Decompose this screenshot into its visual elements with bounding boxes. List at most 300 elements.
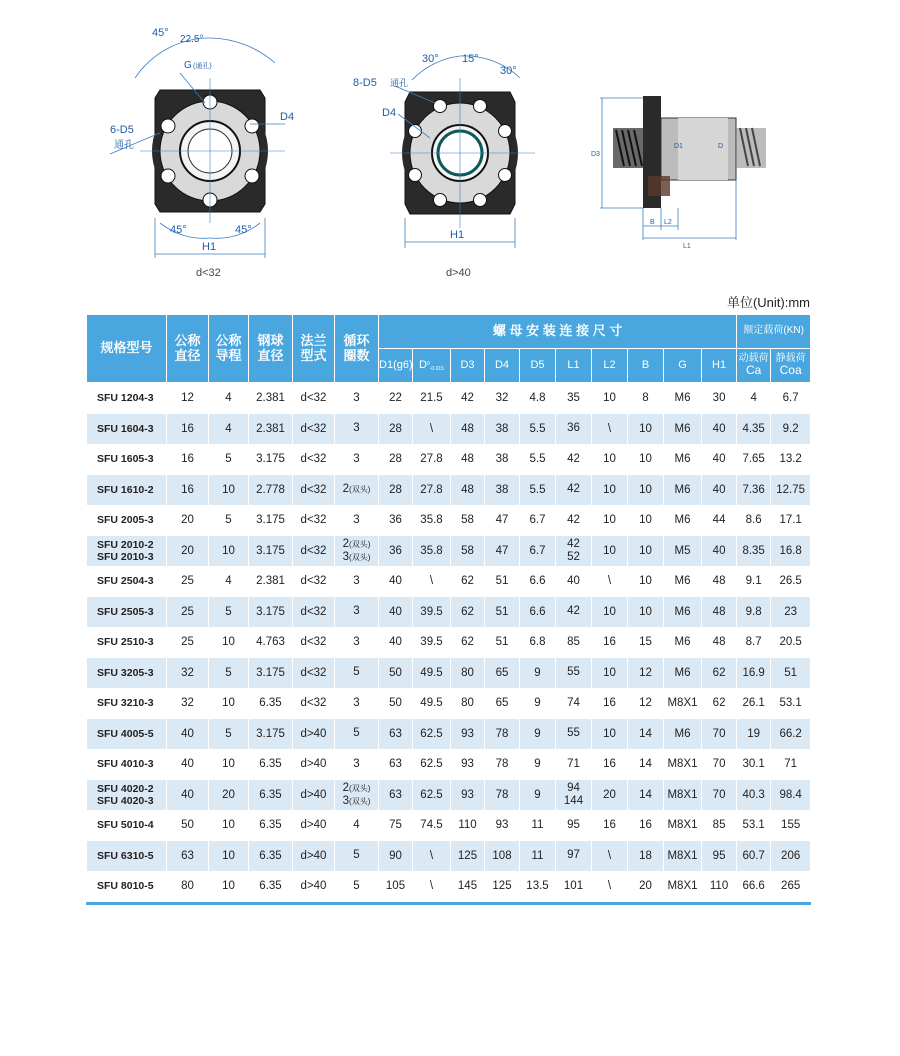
cell-b: 15 bbox=[628, 627, 664, 658]
cell-model: SFU 2010-2 SFU 2010-3 bbox=[87, 536, 167, 567]
cell-d1: 40 bbox=[379, 627, 413, 658]
cell-d: 62.5 bbox=[413, 719, 451, 750]
cell-coa: 6.7 bbox=[771, 383, 811, 414]
cell-g: M6 bbox=[664, 627, 702, 658]
cell-d4: 32 bbox=[485, 383, 520, 414]
cell-d: 49.5 bbox=[413, 658, 451, 689]
table-row bbox=[87, 719, 811, 750]
cell-l1: 71 bbox=[556, 749, 592, 780]
cell-ball: 2.381 bbox=[249, 566, 293, 597]
cell-d: 50 bbox=[167, 810, 209, 841]
cell-flange: d>40 bbox=[293, 719, 335, 750]
cell-h1: 44 bbox=[702, 505, 737, 536]
header-nominal-lead: 公称 导程 bbox=[209, 315, 249, 383]
cell-ca: 26.1 bbox=[737, 688, 771, 719]
cell-model: SFU 2505-3 bbox=[87, 597, 167, 628]
cell-d: 80 bbox=[167, 871, 209, 903]
table-row bbox=[87, 841, 811, 872]
cell-g: M8X1 bbox=[664, 780, 702, 811]
cell-l2: \ bbox=[592, 871, 628, 903]
cell-model: SFU 1610-2 bbox=[87, 475, 167, 506]
cell-ca: 66.6 bbox=[737, 871, 771, 903]
cell-coa: 12.75 bbox=[771, 475, 811, 506]
cell-d5: 9 bbox=[520, 719, 556, 750]
header-h1: H1 bbox=[702, 349, 737, 383]
cell-coa: 13.2 bbox=[771, 444, 811, 475]
cell-ball: 6.35 bbox=[249, 871, 293, 903]
cell-d3: 62 bbox=[451, 627, 485, 658]
cell-d4: 65 bbox=[485, 658, 520, 689]
cell-d: 40 bbox=[167, 780, 209, 811]
cell-ca: 9.1 bbox=[737, 566, 771, 597]
cell-b: 10 bbox=[628, 536, 664, 567]
angle-b-label: 15° bbox=[462, 53, 479, 65]
cell-h1: 48 bbox=[702, 566, 737, 597]
cell-lead: 10 bbox=[209, 871, 249, 903]
cell-h1: 40 bbox=[702, 444, 737, 475]
cell-d1: 50 bbox=[379, 688, 413, 719]
cell-l1: 42 52 bbox=[556, 536, 592, 567]
cell-coa: 265 bbox=[771, 871, 811, 903]
cell-b: 10 bbox=[628, 475, 664, 506]
cell-l2: 16 bbox=[592, 688, 628, 719]
cell-flange: d>40 bbox=[293, 841, 335, 872]
cell-coa: 26.5 bbox=[771, 566, 811, 597]
cell-coa: 20.5 bbox=[771, 627, 811, 658]
cell-lead: 5 bbox=[209, 505, 249, 536]
spec-table bbox=[86, 314, 811, 905]
header-d1: D1(g6) bbox=[379, 349, 413, 383]
cell-flange: d<32 bbox=[293, 444, 335, 475]
flange-drawing-large bbox=[350, 18, 570, 283]
cell-d5: 6.6 bbox=[520, 597, 556, 628]
cell-g: M6 bbox=[664, 658, 702, 689]
cell-h1: 70 bbox=[702, 749, 737, 780]
cell-g: M6 bbox=[664, 383, 702, 414]
cell-ca: 4.35 bbox=[737, 414, 771, 445]
cell-l2: 16 bbox=[592, 627, 628, 658]
cell-model: SFU 1605-3 bbox=[87, 444, 167, 475]
cell-b: 12 bbox=[628, 658, 664, 689]
cell-circuits: 3 bbox=[335, 597, 379, 628]
cell-flange: d<32 bbox=[293, 383, 335, 414]
cell-coa: 71 bbox=[771, 749, 811, 780]
cell-coa: 16.8 bbox=[771, 536, 811, 567]
table-body bbox=[87, 383, 811, 904]
cell-l2: 16 bbox=[592, 810, 628, 841]
nut-side-view bbox=[588, 90, 788, 250]
h1-label: H1 bbox=[202, 241, 217, 253]
cell-h1: 70 bbox=[702, 780, 737, 811]
cell-flange: d<32 bbox=[293, 536, 335, 567]
cell-d5: 11 bbox=[520, 810, 556, 841]
cell-flange: d>40 bbox=[293, 749, 335, 780]
cell-circuits: 3 bbox=[335, 383, 379, 414]
cell-d3: 93 bbox=[451, 780, 485, 811]
cell-l1: 36 bbox=[556, 414, 592, 445]
cell-l2: 10 bbox=[592, 505, 628, 536]
cell-circuits: 4 bbox=[335, 810, 379, 841]
cell-circuits: 3 bbox=[335, 414, 379, 445]
cell-h1: 85 bbox=[702, 810, 737, 841]
cell-d5: 9 bbox=[520, 749, 556, 780]
cell-d1: 105 bbox=[379, 871, 413, 903]
cell-circuits: 2(双头) bbox=[335, 475, 379, 506]
cell-ca: 4 bbox=[737, 383, 771, 414]
cell-b: 10 bbox=[628, 505, 664, 536]
cell-lead: 4 bbox=[209, 414, 249, 445]
table-row bbox=[87, 810, 811, 841]
cell-coa: 23 bbox=[771, 597, 811, 628]
cell-ca: 8.6 bbox=[737, 505, 771, 536]
table-row bbox=[87, 505, 811, 536]
cell-d: 25 bbox=[167, 627, 209, 658]
cell-d4: 38 bbox=[485, 444, 520, 475]
cell-d: 62.5 bbox=[413, 749, 451, 780]
header-b: B bbox=[628, 349, 664, 383]
cell-b: 10 bbox=[628, 444, 664, 475]
cell-b: 20 bbox=[628, 871, 664, 903]
cell-ball: 6.35 bbox=[249, 841, 293, 872]
cell-g: M6 bbox=[664, 597, 702, 628]
cell-d4: 38 bbox=[485, 475, 520, 506]
cell-d5: 4.8 bbox=[520, 383, 556, 414]
cell-ball: 2.778 bbox=[249, 475, 293, 506]
cell-d3: 48 bbox=[451, 444, 485, 475]
cell-l2: \ bbox=[592, 566, 628, 597]
cell-d5: 5.5 bbox=[520, 475, 556, 506]
cell-coa: 53.1 bbox=[771, 688, 811, 719]
cell-flange: d<32 bbox=[293, 475, 335, 506]
cell-lead: 4 bbox=[209, 383, 249, 414]
cell-h1: 70 bbox=[702, 719, 737, 750]
cell-d5: 6.6 bbox=[520, 566, 556, 597]
cell-h1: 62 bbox=[702, 688, 737, 719]
cell-d4: 108 bbox=[485, 841, 520, 872]
l2-label: L2 bbox=[664, 219, 672, 226]
cell-flange: d<32 bbox=[293, 597, 335, 628]
cell-l1: 42 bbox=[556, 444, 592, 475]
cell-d5: 6.8 bbox=[520, 627, 556, 658]
cell-g: M8X1 bbox=[664, 688, 702, 719]
cell-d4: 125 bbox=[485, 871, 520, 903]
cell-d4: 93 bbox=[485, 810, 520, 841]
cell-b: 10 bbox=[628, 414, 664, 445]
cell-g: M8X1 bbox=[664, 749, 702, 780]
cell-g: M6 bbox=[664, 566, 702, 597]
table-row bbox=[87, 597, 811, 628]
cell-g: M8X1 bbox=[664, 871, 702, 903]
header-l2: L2 bbox=[592, 349, 628, 383]
cell-d: 63 bbox=[167, 841, 209, 872]
table-header bbox=[87, 315, 811, 383]
cell-model: SFU 2005-3 bbox=[87, 505, 167, 536]
cell-flange: d>40 bbox=[293, 780, 335, 811]
cell-ball: 3.175 bbox=[249, 536, 293, 567]
cell-d: \ bbox=[413, 841, 451, 872]
cell-d4: 51 bbox=[485, 597, 520, 628]
cell-h1: 62 bbox=[702, 658, 737, 689]
table-row bbox=[87, 414, 811, 445]
cell-g: M6 bbox=[664, 719, 702, 750]
cell-d: \ bbox=[413, 414, 451, 445]
cell-ball: 3.175 bbox=[249, 444, 293, 475]
cell-l1: 97 bbox=[556, 841, 592, 872]
cell-d: 20 bbox=[167, 505, 209, 536]
header-model: 规格型号 bbox=[87, 315, 167, 383]
cell-d: 27.8 bbox=[413, 444, 451, 475]
angle-top-label: 45° bbox=[152, 27, 169, 39]
cell-coa: 66.2 bbox=[771, 719, 811, 750]
cell-l2: 10 bbox=[592, 597, 628, 628]
cell-circuits: 5 bbox=[335, 871, 379, 903]
angle-c-label: 30° bbox=[500, 65, 517, 77]
cell-lead: 10 bbox=[209, 841, 249, 872]
header-d5: D5 bbox=[520, 349, 556, 383]
cell-d: 21.5 bbox=[413, 383, 451, 414]
cell-model: SFU 1204-3 bbox=[87, 383, 167, 414]
table-row bbox=[87, 566, 811, 597]
table-row bbox=[87, 780, 811, 811]
cell-b: 14 bbox=[628, 749, 664, 780]
b-label: B bbox=[650, 219, 655, 226]
cell-circuits: 5 bbox=[335, 841, 379, 872]
technical-drawings bbox=[0, 0, 900, 290]
header-flange-type: 法兰 型式 bbox=[293, 315, 335, 383]
d1-label: D1 bbox=[674, 143, 683, 150]
cell-l1: 35 bbox=[556, 383, 592, 414]
table-row bbox=[87, 749, 811, 780]
cell-d1: 36 bbox=[379, 536, 413, 567]
cell-d4: 78 bbox=[485, 719, 520, 750]
cell-l1: 74 bbox=[556, 688, 592, 719]
cell-circuits: 3 bbox=[335, 627, 379, 658]
cell-flange: d<32 bbox=[293, 414, 335, 445]
cell-lead: 10 bbox=[209, 749, 249, 780]
cell-d4: 51 bbox=[485, 566, 520, 597]
cell-d: 35.8 bbox=[413, 536, 451, 567]
cell-model: SFU 3205-3 bbox=[87, 658, 167, 689]
cell-d5: 5.5 bbox=[520, 414, 556, 445]
cell-d: 20 bbox=[167, 536, 209, 567]
cell-d5: 9 bbox=[520, 658, 556, 689]
cell-d: \ bbox=[413, 871, 451, 903]
cell-h1: 40 bbox=[702, 475, 737, 506]
cell-d3: 58 bbox=[451, 536, 485, 567]
cell-b: 12 bbox=[628, 688, 664, 719]
angle-br-label: 45° bbox=[235, 224, 252, 236]
cell-d: 40 bbox=[167, 719, 209, 750]
cell-lead: 4 bbox=[209, 566, 249, 597]
cell-model: SFU 4010-3 bbox=[87, 749, 167, 780]
cell-d1: 40 bbox=[379, 597, 413, 628]
cell-ca: 16.9 bbox=[737, 658, 771, 689]
cell-d: 16 bbox=[167, 475, 209, 506]
cell-l1: 55 bbox=[556, 658, 592, 689]
cell-coa: 17.1 bbox=[771, 505, 811, 536]
cell-d4: 47 bbox=[485, 505, 520, 536]
holes-note-large: 通孔 bbox=[390, 78, 409, 88]
cell-d3: 48 bbox=[451, 414, 485, 445]
cell-h1: 95 bbox=[702, 841, 737, 872]
cell-circuits: 3 bbox=[335, 505, 379, 536]
cell-circuits: 2(双头) 3(双头) bbox=[335, 780, 379, 811]
table-row bbox=[87, 383, 811, 414]
cell-circuits: 3 bbox=[335, 444, 379, 475]
cell-d3: 145 bbox=[451, 871, 485, 903]
cell-d: 62.5 bbox=[413, 780, 451, 811]
header-circuits: 循环 圈数 bbox=[335, 315, 379, 383]
cell-ca: 9.8 bbox=[737, 597, 771, 628]
cell-d1: 22 bbox=[379, 383, 413, 414]
cell-l2: 10 bbox=[592, 383, 628, 414]
cell-d1: 28 bbox=[379, 414, 413, 445]
cell-l2: 10 bbox=[592, 536, 628, 567]
cell-lead: 5 bbox=[209, 444, 249, 475]
cell-ball: 6.35 bbox=[249, 688, 293, 719]
cell-model: SFU 2510-3 bbox=[87, 627, 167, 658]
cell-d5: 6.7 bbox=[520, 505, 556, 536]
cell-g: M8X1 bbox=[664, 841, 702, 872]
cell-ball: 4.763 bbox=[249, 627, 293, 658]
cell-ca: 40.3 bbox=[737, 780, 771, 811]
d4-label: D4 bbox=[280, 111, 295, 123]
cell-d1: 63 bbox=[379, 780, 413, 811]
cell-circuits: 2(双头) 3(双头) bbox=[335, 536, 379, 567]
cell-d: 74.5 bbox=[413, 810, 451, 841]
cell-d4: 78 bbox=[485, 780, 520, 811]
cell-g: M5 bbox=[664, 536, 702, 567]
table-row bbox=[87, 658, 811, 689]
cell-circuits: 5 bbox=[335, 719, 379, 750]
cell-l2: 16 bbox=[592, 749, 628, 780]
cell-flange: d<32 bbox=[293, 505, 335, 536]
g-label: G bbox=[184, 60, 192, 71]
header-load-group: 额定载荷(KN) bbox=[737, 315, 811, 349]
cell-flange: d>40 bbox=[293, 871, 335, 903]
cell-d3: 80 bbox=[451, 658, 485, 689]
cell-b: 8 bbox=[628, 383, 664, 414]
cell-ball: 2.381 bbox=[249, 414, 293, 445]
cell-d3: 48 bbox=[451, 475, 485, 506]
cell-d1: 63 bbox=[379, 719, 413, 750]
cell-coa: 206 bbox=[771, 841, 811, 872]
cell-d3: 93 bbox=[451, 749, 485, 780]
cell-h1: 48 bbox=[702, 627, 737, 658]
cell-l1: 85 bbox=[556, 627, 592, 658]
holes-label: 6-D5 bbox=[110, 124, 134, 136]
table-row bbox=[87, 627, 811, 658]
header-d3: D3 bbox=[451, 349, 485, 383]
l1-label: L1 bbox=[683, 243, 691, 250]
header-mounting-group: 螺 母 安 装 连 接 尺 寸 bbox=[379, 315, 737, 349]
cell-d: 25 bbox=[167, 597, 209, 628]
table-row bbox=[87, 444, 811, 475]
cell-lead: 10 bbox=[209, 475, 249, 506]
cell-l2: 10 bbox=[592, 444, 628, 475]
cell-d5: 9 bbox=[520, 688, 556, 719]
header-g: G bbox=[664, 349, 702, 383]
cell-model: SFU 4005-5 bbox=[87, 719, 167, 750]
angle-bl-label: 45° bbox=[170, 224, 187, 236]
cell-d1: 63 bbox=[379, 749, 413, 780]
cell-ca: 30.1 bbox=[737, 749, 771, 780]
cell-d3: 93 bbox=[451, 719, 485, 750]
cell-ball: 3.175 bbox=[249, 719, 293, 750]
cell-lead: 20 bbox=[209, 780, 249, 811]
d3-label: D3 bbox=[591, 151, 600, 158]
cell-d3: 125 bbox=[451, 841, 485, 872]
cell-lead: 5 bbox=[209, 658, 249, 689]
angle-a-label: 30° bbox=[422, 53, 439, 65]
cell-d3: 42 bbox=[451, 383, 485, 414]
header-d: $D^0_{-0.015}$ bbox=[413, 349, 451, 383]
cell-d3: 80 bbox=[451, 688, 485, 719]
cell-d: 39.5 bbox=[413, 597, 451, 628]
cell-l2: 10 bbox=[592, 658, 628, 689]
h1-label-large: H1 bbox=[450, 229, 465, 241]
cell-l1: 55 bbox=[556, 719, 592, 750]
cell-b: 14 bbox=[628, 719, 664, 750]
cell-d1: 36 bbox=[379, 505, 413, 536]
cell-flange: d<32 bbox=[293, 566, 335, 597]
cell-b: 18 bbox=[628, 841, 664, 872]
g-note: (通孔) bbox=[193, 63, 212, 70]
header-d4: D4 bbox=[485, 349, 520, 383]
cell-g: M8X1 bbox=[664, 810, 702, 841]
cell-coa: 155 bbox=[771, 810, 811, 841]
cell-lead: 10 bbox=[209, 688, 249, 719]
cell-model: SFU 4020-2 SFU 4020-3 bbox=[87, 780, 167, 811]
table-row bbox=[87, 871, 811, 903]
caption-large: d>40 bbox=[446, 267, 471, 279]
cell-model: SFU 5010-4 bbox=[87, 810, 167, 841]
cell-ball: 2.381 bbox=[249, 383, 293, 414]
cell-d1: 28 bbox=[379, 444, 413, 475]
cell-circuits: 5 bbox=[335, 658, 379, 689]
cell-b: 16 bbox=[628, 810, 664, 841]
cell-coa: 98.4 bbox=[771, 780, 811, 811]
cell-l2: 10 bbox=[592, 475, 628, 506]
cell-ca: 8.35 bbox=[737, 536, 771, 567]
cell-lead: 10 bbox=[209, 536, 249, 567]
cell-ca: 7.65 bbox=[737, 444, 771, 475]
header-l1: L1 bbox=[556, 349, 592, 383]
cell-d: 27.8 bbox=[413, 475, 451, 506]
cell-lead: 10 bbox=[209, 810, 249, 841]
cell-d: 32 bbox=[167, 658, 209, 689]
cell-l1: 42 bbox=[556, 475, 592, 506]
cell-l1: 42 bbox=[556, 597, 592, 628]
table-row bbox=[87, 475, 811, 506]
cell-lead: 5 bbox=[209, 719, 249, 750]
cell-l1: 95 bbox=[556, 810, 592, 841]
d4-label-large: D4 bbox=[382, 107, 397, 119]
cell-d: 16 bbox=[167, 444, 209, 475]
cell-ca: 53.1 bbox=[737, 810, 771, 841]
cell-l1: 94 144 bbox=[556, 780, 592, 811]
cell-g: M6 bbox=[664, 505, 702, 536]
cell-d1: 75 bbox=[379, 810, 413, 841]
cell-l1: 101 bbox=[556, 871, 592, 903]
cell-flange: d<32 bbox=[293, 688, 335, 719]
header-dynamic-load: 动载荷 Ca bbox=[737, 349, 771, 383]
cell-coa: 51 bbox=[771, 658, 811, 689]
cell-d: 49.5 bbox=[413, 688, 451, 719]
cell-d1: 90 bbox=[379, 841, 413, 872]
cell-lead: 5 bbox=[209, 597, 249, 628]
cell-d: 35.8 bbox=[413, 505, 451, 536]
